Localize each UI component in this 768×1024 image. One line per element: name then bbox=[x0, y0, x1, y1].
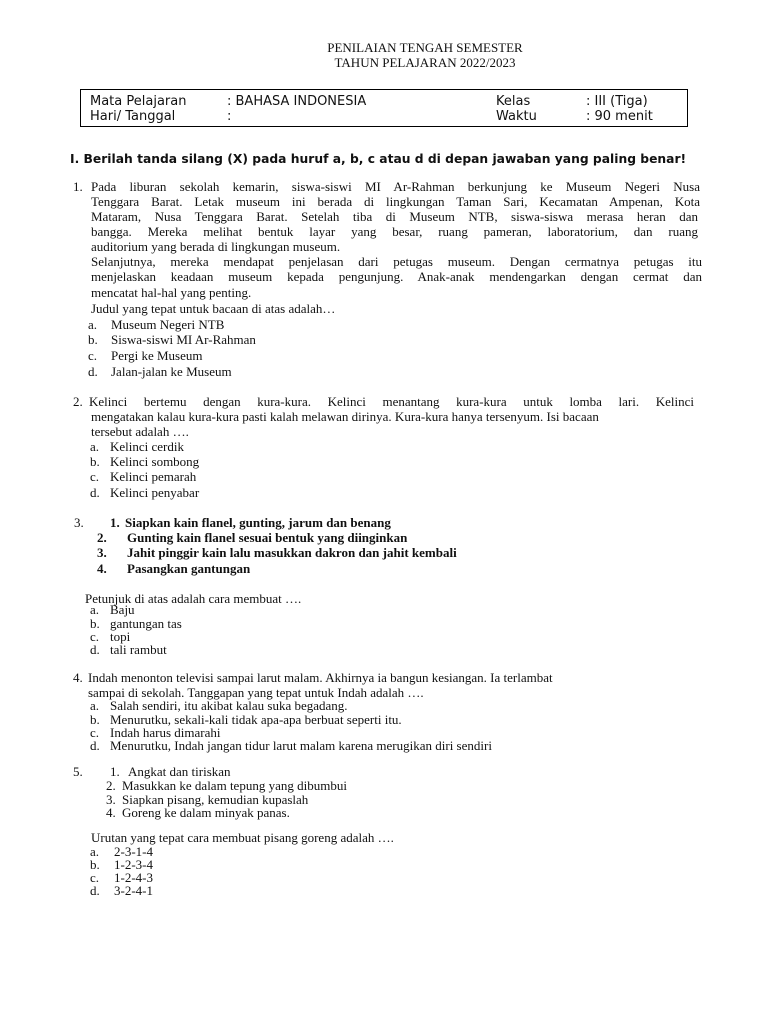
step-number: 1. bbox=[110, 764, 120, 779]
option-text-a[interactable]: Baju bbox=[110, 602, 135, 617]
question-text-line: mengatakan kalau kura-kura pasti kalah melawan dirinya. Kura-kura hanya tersenyum. Isi bacaan bbox=[91, 409, 599, 424]
step-text: Siapkan pisang, kemudian kupaslah bbox=[122, 792, 309, 807]
option-letter-b[interactable]: b. bbox=[88, 332, 98, 347]
option-text-b[interactable]: Siswa-siswi MI Ar-Rahman bbox=[111, 332, 256, 347]
option-letter-a[interactable]: a. bbox=[90, 439, 100, 454]
exam-title: PENILAIAN TENGAH SEMESTER bbox=[327, 40, 523, 55]
option-letter-a[interactable]: a. bbox=[88, 317, 98, 332]
exam-info-box bbox=[80, 89, 688, 127]
option-text-b[interactable]: Kelinci sombong bbox=[110, 454, 200, 469]
school-year: TAHUN PELAJARAN 2022/2023 bbox=[334, 55, 516, 70]
question-number: 4. bbox=[73, 670, 83, 685]
question-prompt: Judul yang tepat untuk bacaan di atas adalah… bbox=[91, 301, 336, 316]
question-text-line: mencatat hal-hal yang penting. bbox=[91, 285, 252, 300]
option-text-c[interactable]: 1-2-4-3 bbox=[114, 870, 153, 885]
option-text-b[interactable]: Menurutku, sekali-kali tidak apa-apa berbuat seperti itu. bbox=[110, 712, 402, 727]
option-letter-a[interactable]: a. bbox=[90, 602, 100, 617]
question-text-line: Pada liburan sekolah kemarin, siswa-siswi MI Ar-Rahman berkunjung ke Museum Negeri Nusa bbox=[91, 179, 700, 194]
option-text-a[interactable]: Salah sendiri, itu akibat kalau suka begadang. bbox=[110, 698, 348, 713]
option-letter-c[interactable]: c. bbox=[90, 469, 100, 484]
step-number: 4. bbox=[106, 805, 116, 820]
question-number: 2. bbox=[73, 394, 83, 409]
option-letter-c[interactable]: c. bbox=[88, 348, 98, 363]
step-number: 1. bbox=[110, 515, 120, 530]
option-text-b[interactable]: gantungan tas bbox=[110, 616, 182, 631]
option-letter-a[interactable]: a. bbox=[90, 844, 100, 859]
question-text-line: Mataram, Nusa Tenggara Barat. Setelah tiba di Museum NTB, siswa-siswa merasa heran dan bbox=[91, 209, 698, 224]
option-text-d[interactable]: Kelinci penyabar bbox=[110, 485, 200, 500]
question-prompt: Petunjuk di atas adalah cara membuat …. bbox=[85, 591, 302, 606]
step-text: Masukkan ke dalam tepung yang dibumbui bbox=[122, 778, 347, 793]
option-letter-c[interactable]: c. bbox=[90, 725, 100, 740]
step-number: 2. bbox=[97, 530, 107, 545]
question-prompt: tersebut adalah …. bbox=[91, 424, 189, 439]
option-letter-c[interactable]: c. bbox=[90, 629, 100, 644]
question-text-line: menjelaskan keadaan museum kepada pengunjung. Anak-anak mendengarkan dengan cermat dan bbox=[91, 269, 702, 284]
option-text-d[interactable]: tali rambut bbox=[110, 642, 167, 657]
instruction-heading: I. Berilah tanda silang (X) pada huruf a, b, c atau d di depan jawaban yang paling benar! bbox=[70, 152, 687, 166]
option-letter-d[interactable]: d. bbox=[88, 364, 98, 379]
option-text-a[interactable]: 2-3-1-4 bbox=[114, 844, 153, 859]
question-text-line: auditorium yang berada di lingkungan museum. bbox=[91, 239, 341, 254]
option-letter-d[interactable]: d. bbox=[90, 485, 100, 500]
question-number: 3. bbox=[74, 515, 84, 530]
option-text-c[interactable]: Indah harus dimarahi bbox=[110, 725, 221, 740]
question-text-line: Indah menonton televisi sampai larut malam. Akhirnya ia bangun kesiangan. Ia terlambat bbox=[88, 670, 553, 685]
option-text-b[interactable]: 1-2-3-4 bbox=[114, 857, 153, 872]
option-text-d[interactable]: Jalan-jalan ke Museum bbox=[111, 364, 232, 379]
step-text: Goreng ke dalam minyak panas. bbox=[122, 805, 290, 820]
step-number: 4. bbox=[97, 561, 107, 576]
date-value: : bbox=[227, 109, 232, 124]
option-letter-c[interactable]: c. bbox=[90, 870, 100, 885]
question-text-line: bangga. Mereka melihat bentuk layar yang besar, ruang pameran, laboratorium, dan ruang bbox=[91, 224, 698, 239]
class-value: : III (Tiga) bbox=[586, 94, 648, 109]
question-text-line: Kelinci bertemu dengan kura-kura. Kelinci menantang kura-kura untuk lomba lari. Kelinci bbox=[89, 394, 694, 409]
option-letter-d[interactable]: d. bbox=[90, 883, 100, 898]
question-text-line: Tenggara Barat. Letak museum ini berada di lingkungan Taman Sari, Kecamatan Ampenan, Kota bbox=[91, 194, 700, 209]
option-text-a[interactable]: Museum Negeri NTB bbox=[111, 317, 225, 332]
step-text: Jahit pinggir kain lalu masukkan dakron dan jahit kembali bbox=[127, 545, 457, 560]
question-number: 5. bbox=[73, 764, 83, 779]
option-text-c[interactable]: Pergi ke Museum bbox=[111, 348, 203, 363]
question-prompt: Urutan yang tepat cara membuat pisang goreng adalah …. bbox=[91, 830, 394, 845]
option-text-a[interactable]: Kelinci cerdik bbox=[110, 439, 184, 454]
option-letter-b[interactable]: b. bbox=[90, 454, 100, 469]
step-text: Angkat dan tiriskan bbox=[128, 764, 231, 779]
option-text-c[interactable]: topi bbox=[110, 629, 131, 644]
step-text: Pasangkan gantungan bbox=[127, 561, 251, 576]
step-text: Gunting kain flanel sesuai bentuk yang diinginkan bbox=[127, 530, 408, 545]
option-letter-a[interactable]: a. bbox=[90, 698, 100, 713]
option-text-d[interactable]: Menurutku, Indah jangan tidur larut malam karena merugikan diri sendiri bbox=[110, 738, 492, 753]
step-number: 3. bbox=[106, 792, 116, 807]
option-letter-b[interactable]: b. bbox=[90, 712, 100, 727]
step-number: 2. bbox=[106, 778, 116, 793]
step-number: 3. bbox=[97, 545, 107, 560]
subject-label: Mata Pelajaran bbox=[90, 94, 187, 109]
option-text-d[interactable]: 3-2-4-1 bbox=[114, 883, 153, 898]
date-label: Hari/ Tanggal bbox=[90, 109, 176, 124]
option-letter-b[interactable]: b. bbox=[90, 857, 100, 872]
question-text-line: Selanjutnya, mereka mendapat penjelasan dari petugas museum. Dengan cermatnya petugas itu bbox=[91, 254, 702, 269]
option-letter-d[interactable]: d. bbox=[90, 738, 100, 753]
step-text: Siapkan kain flanel, gunting, jarum dan benang bbox=[125, 515, 391, 530]
time-value: : 90 menit bbox=[586, 109, 653, 124]
class-label: Kelas bbox=[496, 94, 531, 109]
option-letter-d[interactable]: d. bbox=[90, 642, 100, 657]
question-prompt: sampai di sekolah. Tanggapan yang tepat untuk Indah adalah …. bbox=[88, 685, 424, 700]
option-letter-b[interactable]: b. bbox=[90, 616, 100, 631]
option-text-c[interactable]: Kelinci pemarah bbox=[110, 469, 197, 484]
time-label: Waktu bbox=[496, 109, 537, 124]
question-number: 1. bbox=[73, 179, 83, 194]
subject-value: : BAHASA INDONESIA bbox=[227, 94, 367, 109]
